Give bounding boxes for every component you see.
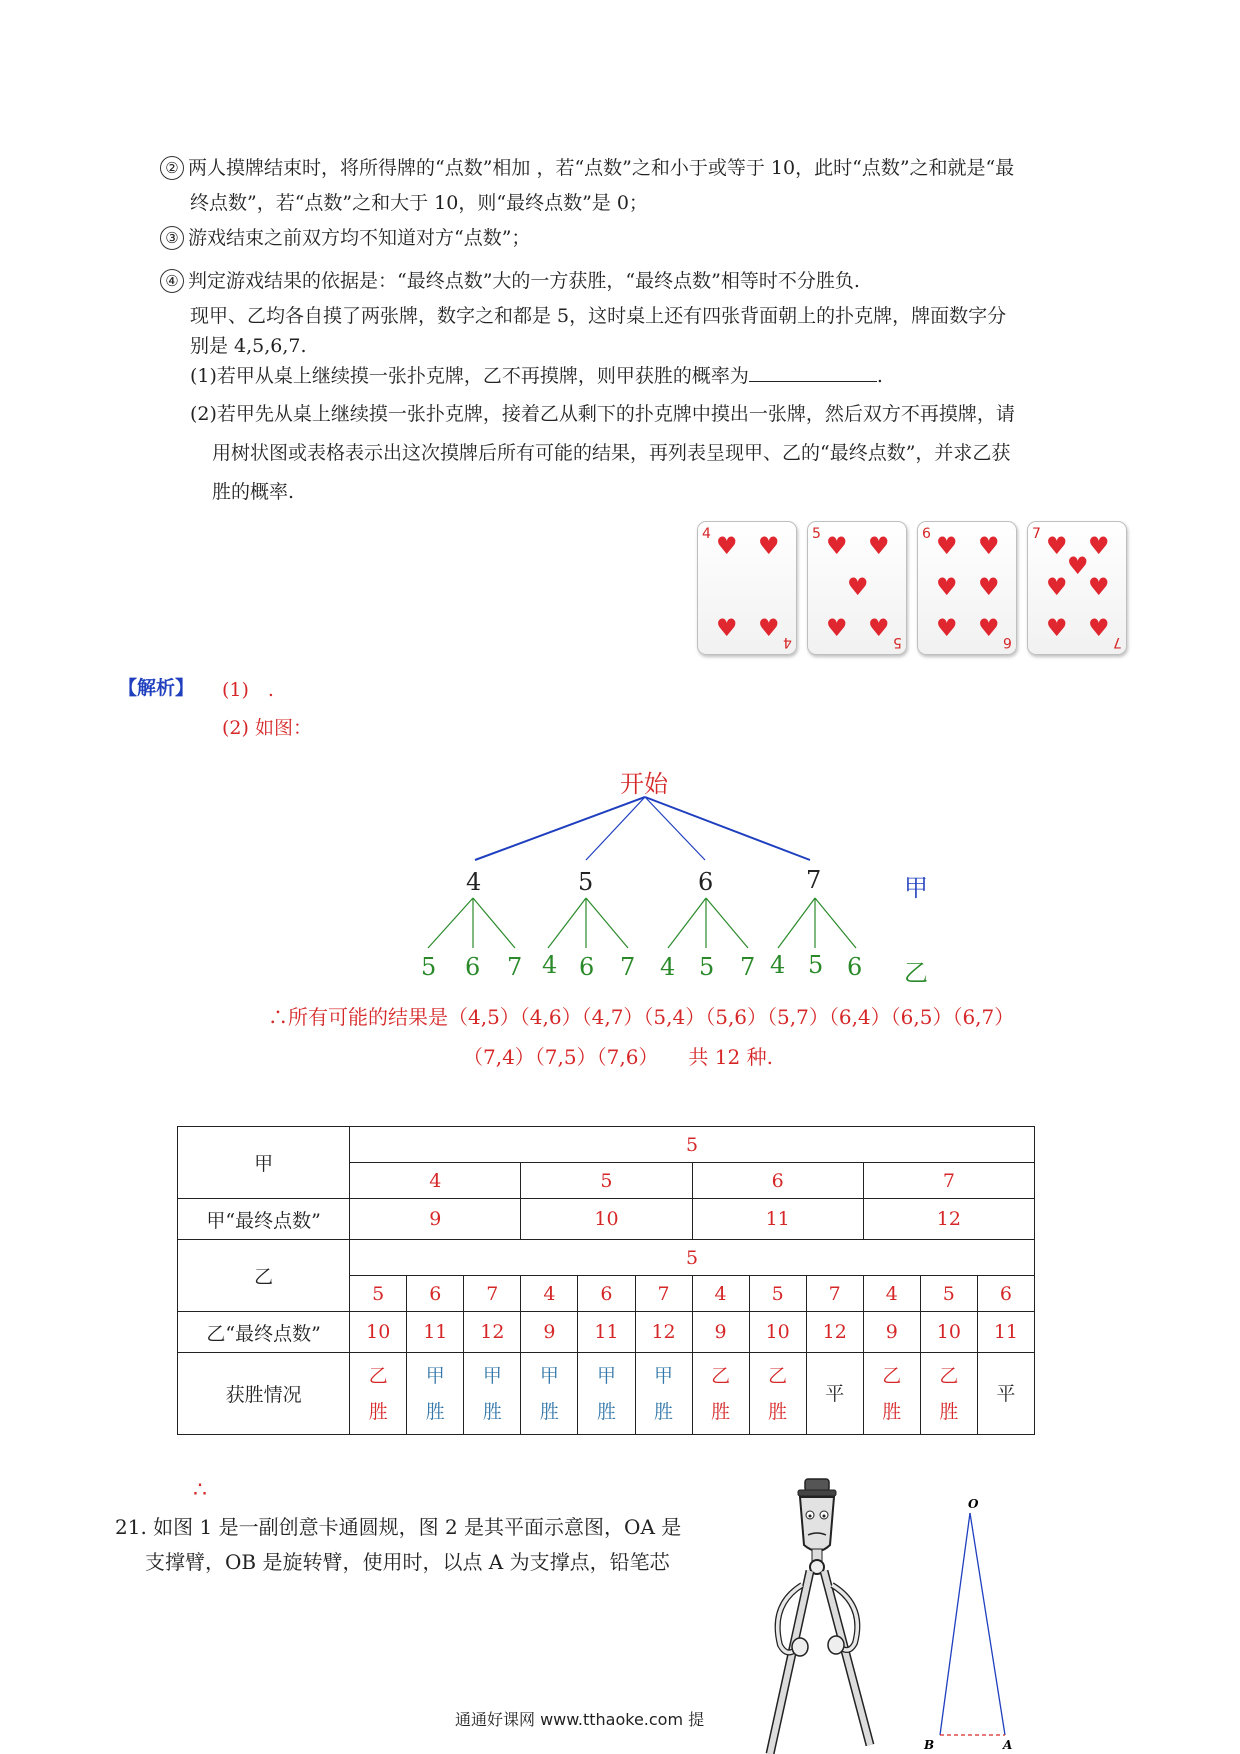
heart-icon: ♥ bbox=[936, 532, 958, 560]
circled-number-2: ② bbox=[160, 156, 184, 180]
yi-draw-cell: 6 bbox=[977, 1276, 1034, 1312]
row-header-result: 获胜情况 bbox=[178, 1353, 350, 1435]
heart-icon: ♥ bbox=[1088, 532, 1110, 560]
result-winner: 甲 bbox=[539, 1364, 559, 1387]
heart-icon: ♥ bbox=[978, 532, 1000, 560]
yi-final-cell: 11 bbox=[407, 1312, 464, 1353]
heart-icon: ♥ bbox=[1088, 614, 1110, 642]
card-5-hearts: 5 ♥ ♥ ♥ ♥ ♥ 5 bbox=[807, 521, 907, 655]
tree-branch bbox=[645, 797, 810, 860]
solution-part-2: (2) 如图： bbox=[222, 717, 312, 739]
result-winner: 乙 bbox=[368, 1364, 388, 1387]
result-cell bbox=[863, 1353, 920, 1435]
heart-icon: ♥ bbox=[936, 614, 958, 642]
heart-icon: ♥ bbox=[1046, 532, 1068, 560]
result-win-char: 胜 bbox=[654, 1400, 674, 1423]
yi-draw-cell: 6 bbox=[578, 1276, 635, 1312]
heart-icon: ♥ bbox=[936, 573, 958, 601]
result-cell bbox=[977, 1353, 1034, 1435]
rule-3: ③ 游戏结束之前双方均不知道对方“点数”； bbox=[160, 225, 530, 251]
heart-icon: ♥ bbox=[826, 532, 848, 560]
result-cell bbox=[920, 1353, 977, 1435]
yi-final-cell: 12 bbox=[635, 1312, 692, 1353]
heart-icon: ♥ bbox=[1046, 573, 1068, 601]
yi-final-cell: 9 bbox=[521, 1312, 578, 1353]
tree-branch bbox=[586, 898, 628, 948]
outcomes-line-1: ∴所有可能的结果是（4,5）（4,6）（4,7）（5,4）（5,6）（5,7）（6,4）（6,5）（6,7） bbox=[268, 1005, 1015, 1029]
tree-node-jia: 5 bbox=[578, 868, 594, 896]
tree-node-yi: 7 bbox=[620, 953, 636, 981]
arm-ob bbox=[940, 1513, 970, 1735]
result-win-char: 胜 bbox=[768, 1400, 788, 1423]
tree-branch bbox=[815, 898, 856, 948]
result-cell bbox=[692, 1353, 749, 1435]
table-row bbox=[178, 1127, 1035, 1163]
result-win-char: 胜 bbox=[596, 1400, 616, 1423]
heart-icon: ♥ bbox=[978, 614, 1000, 642]
result-winner: 乙 bbox=[768, 1364, 788, 1387]
rule-4: ④ 判定游戏结果的依据是：“最终点数”大的一方获胜，“最终点数”相等时不分胜负. bbox=[160, 268, 860, 294]
yi-draw-cell: 6 bbox=[407, 1276, 464, 1312]
result-cell bbox=[578, 1353, 635, 1435]
rule-2-line-1: ② 两人摸牌结束时，将所得牌的“点数”相加 ，若“点数”之和小于或等于 10，此时“点数”之和就是“最 bbox=[160, 155, 1014, 181]
result-winner: 甲 bbox=[482, 1364, 502, 1387]
row-header-yi-final: 乙“最终点数” bbox=[178, 1312, 350, 1353]
tree-node-yi: 4 bbox=[660, 953, 676, 981]
heart-icon: ♥ bbox=[978, 573, 1000, 601]
tree-node-jia: 4 bbox=[466, 868, 482, 896]
setup-line-1: 现甲、乙均各自摸了两张牌，数字之和都是 5，这时桌上还有四张背面朝上的扑克牌，牌面数字分 bbox=[190, 305, 1007, 327]
circled-number-3: ③ bbox=[160, 226, 184, 250]
result-cell bbox=[464, 1353, 521, 1435]
yi-draw-cell: 5 bbox=[749, 1276, 806, 1312]
tree-node-yi: 5 bbox=[421, 953, 437, 981]
yi-draw-cell: 5 bbox=[350, 1276, 407, 1312]
point-b-label: B bbox=[924, 1738, 935, 1752]
result-winner: 甲 bbox=[654, 1364, 674, 1387]
tree-branch bbox=[778, 898, 815, 948]
jia-draw-cell: 5 bbox=[521, 1163, 692, 1199]
yi-draw-cell: 5 bbox=[920, 1276, 977, 1312]
jia-final-cell: 10 bbox=[521, 1199, 692, 1240]
yi-draw-cell: 7 bbox=[635, 1276, 692, 1312]
jia-draw-cell: 6 bbox=[692, 1163, 863, 1199]
tree-node-yi: 4 bbox=[770, 951, 786, 979]
tree-branch bbox=[645, 797, 705, 860]
yi-final-cell: 11 bbox=[977, 1312, 1034, 1353]
result-win-char: 胜 bbox=[368, 1400, 388, 1423]
heart-icon: ♥ bbox=[1067, 552, 1089, 580]
card-4-hearts: 4 ♥ ♥ ♥ ♥ 4 bbox=[697, 521, 797, 655]
jia-draw-cell: 4 bbox=[350, 1163, 521, 1199]
card-7-hearts: 7 ♥ ♥ ♥ ♥ ♥ ♥ ♥ 7 bbox=[1027, 521, 1127, 655]
yi-final-cell: 10 bbox=[749, 1312, 806, 1353]
result-cell bbox=[407, 1353, 464, 1435]
outcomes-line-2: （7,4）（7,5）（7,6） 共 12 种. bbox=[463, 1045, 773, 1069]
yi-draw-cell: 4 bbox=[863, 1276, 920, 1312]
yi-final-cell: 12 bbox=[806, 1312, 863, 1353]
heart-icon: ♥ bbox=[868, 614, 890, 642]
setup-line-2: 别是 4,5,6,7. bbox=[190, 335, 307, 357]
yi-final-cell: 10 bbox=[920, 1312, 977, 1353]
tree-level-label-jia: 甲 bbox=[904, 874, 928, 902]
tree-branch bbox=[475, 797, 645, 860]
heart-icon: ♥ bbox=[716, 532, 738, 560]
tree-node-yi: 6 bbox=[465, 953, 481, 981]
table-row bbox=[178, 1353, 1035, 1435]
heart-icon: ♥ bbox=[868, 532, 890, 560]
question-1: (1)若甲从桌上继续摸一张扑克牌，乙不再摸牌，则甲获胜的概率为 . bbox=[190, 365, 883, 387]
compass-diagram-figure bbox=[920, 1495, 1040, 1754]
result-win-char: 胜 bbox=[425, 1400, 445, 1423]
tree-node-yi: 5 bbox=[699, 953, 715, 981]
yi-draw-cell: 7 bbox=[464, 1276, 521, 1312]
question-2-line-3: 胜的概率. bbox=[212, 481, 295, 503]
yi-final-cell: 11 bbox=[578, 1312, 635, 1353]
heart-icon: ♥ bbox=[716, 614, 738, 642]
jia-base-cell: 5 bbox=[350, 1127, 1035, 1163]
footer-watermark: 通通好课网 www.tthaoke.com 提 bbox=[455, 1710, 705, 1729]
jia-draw-cell: 7 bbox=[863, 1163, 1034, 1199]
tree-node-yi: 4 bbox=[542, 951, 558, 979]
jia-final-cell: 11 bbox=[692, 1199, 863, 1240]
solution-part-1: (1) . bbox=[222, 679, 274, 701]
row-header-yi: 乙 bbox=[178, 1240, 350, 1312]
arm-oa bbox=[970, 1513, 1005, 1735]
tree-node-yi: 6 bbox=[847, 953, 863, 981]
result-winner: 乙 bbox=[939, 1364, 959, 1387]
yi-final-cell: 9 bbox=[863, 1312, 920, 1353]
tree-level-label-yi: 乙 bbox=[904, 959, 928, 987]
table-row bbox=[178, 1240, 1035, 1276]
result-cell bbox=[521, 1353, 578, 1435]
tree-branch bbox=[706, 898, 748, 948]
result-cell bbox=[350, 1353, 407, 1435]
jia-final-cell: 9 bbox=[350, 1199, 521, 1240]
tree-node-yi: 5 bbox=[808, 951, 824, 979]
heart-icon: ♥ bbox=[1046, 614, 1068, 642]
tree-node-yi: 7 bbox=[740, 953, 756, 981]
result-winner: 甲 bbox=[425, 1364, 445, 1387]
tree-branch bbox=[428, 898, 473, 948]
result-win-char: 胜 bbox=[882, 1400, 902, 1423]
table-row bbox=[178, 1312, 1035, 1353]
rule-2-line-2: 终点数”，若“点数”之和大于 10，则“最终点数”是 0； bbox=[190, 192, 648, 214]
heart-icon: ♥ bbox=[847, 573, 869, 601]
table-row bbox=[178, 1199, 1035, 1240]
result-cell bbox=[749, 1353, 806, 1435]
tree-branch bbox=[473, 898, 515, 948]
question-21-line-2: 支撑臂，OB 是旋转臂，使用时，以点 A 为支撑点，铅笔芯 bbox=[145, 1550, 670, 1574]
tree-node-yi: 6 bbox=[579, 953, 595, 981]
therefore-symbol: ∴ bbox=[193, 1478, 207, 1503]
result-winner: 甲 bbox=[596, 1364, 616, 1387]
tree-root: 开始 bbox=[620, 770, 668, 798]
question-2-line-2: 用树状图或表格表示出这次摸牌后所有可能的结果，再列表呈现甲、乙的“最终点数”，并求乙获 bbox=[212, 442, 1011, 464]
tree-branch bbox=[548, 898, 586, 948]
result-winner: 平 bbox=[996, 1382, 1016, 1405]
row-header-jia-final: 甲“最终点数” bbox=[178, 1199, 350, 1240]
result-cell bbox=[806, 1353, 863, 1435]
result-cell bbox=[635, 1353, 692, 1435]
solution-label: 【解析】 bbox=[118, 677, 195, 699]
question-2-line-1: (2)若甲先从桌上继续摸一张扑克牌，接着乙从剩下的扑克牌中摸出一张牌，然后双方不再摸牌，请 bbox=[190, 403, 1015, 425]
question-21-line-1: 21. 如图 1 是一副创意卡通圆规，图 2 是其平面示意图，OA 是 bbox=[115, 1515, 682, 1539]
jia-final-cell: 12 bbox=[863, 1199, 1034, 1240]
row-header-jia: 甲 bbox=[178, 1127, 350, 1199]
result-win-char: 胜 bbox=[482, 1400, 502, 1423]
result-win-char: 胜 bbox=[939, 1400, 959, 1423]
circled-number-4: ④ bbox=[160, 269, 184, 293]
point-a-label: A bbox=[1003, 1738, 1013, 1752]
result-winner: 乙 bbox=[711, 1364, 731, 1387]
heart-icon: ♥ bbox=[826, 614, 848, 642]
heart-icon: ♥ bbox=[758, 532, 780, 560]
yi-draw-cell: 4 bbox=[521, 1276, 578, 1312]
yi-final-cell: 9 bbox=[692, 1312, 749, 1353]
heart-icon: ♥ bbox=[1088, 573, 1110, 601]
yi-final-cell: 10 bbox=[350, 1312, 407, 1353]
result-win-char: 胜 bbox=[711, 1400, 731, 1423]
result-winner: 乙 bbox=[882, 1364, 902, 1387]
results-table bbox=[177, 1126, 1035, 1435]
yi-draw-cell: 7 bbox=[806, 1276, 863, 1312]
tree-node-jia: 6 bbox=[698, 868, 714, 896]
cartoon-compass-figure bbox=[730, 1475, 910, 1754]
tree-node-yi: 7 bbox=[507, 953, 523, 981]
tree-node-jia: 7 bbox=[806, 866, 822, 894]
tree-branch bbox=[668, 898, 706, 948]
point-o-label: O bbox=[968, 1497, 979, 1511]
yi-draw-cell: 4 bbox=[692, 1276, 749, 1312]
result-winner: 平 bbox=[825, 1382, 845, 1405]
card-6-hearts: 6 ♥ ♥ ♥ ♥ ♥ ♥ 6 bbox=[917, 521, 1017, 655]
yi-base-cell: 5 bbox=[350, 1240, 1035, 1276]
result-win-char: 胜 bbox=[539, 1400, 559, 1423]
heart-icon: ♥ bbox=[758, 614, 780, 642]
yi-final-cell: 12 bbox=[464, 1312, 521, 1353]
tree-branch bbox=[586, 797, 645, 860]
